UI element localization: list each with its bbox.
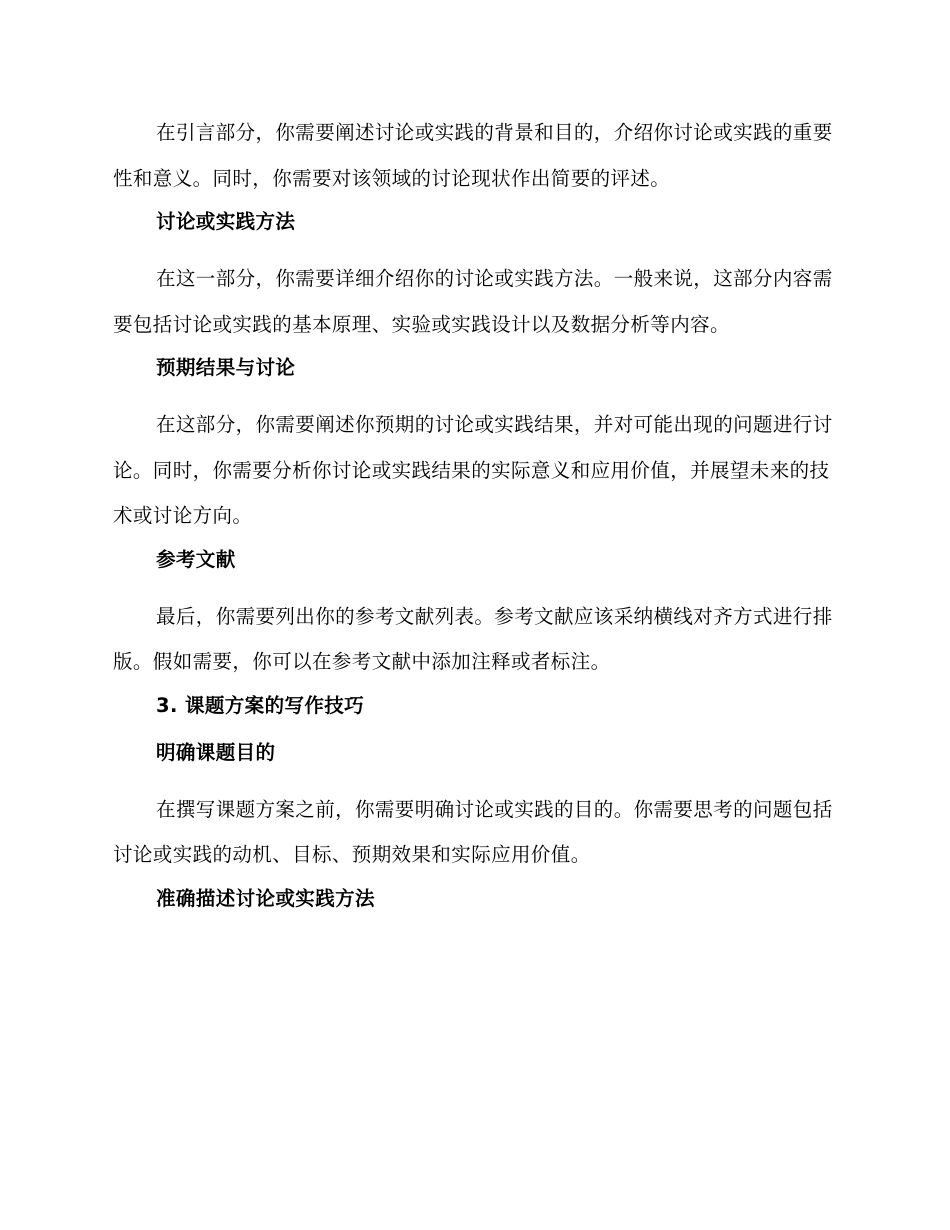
heading-methods: 讨论或实践方法	[156, 210, 296, 233]
references-paragraph: 最后，你需要列出你的参考文献列表。参考文献应该采纳横线对齐方式进行排版。假如需要，你可以在参考文献中添加注释或者标注。	[113, 604, 833, 673]
heading-references: 参考文献	[156, 547, 236, 571]
heading-describe-methods: 准确描述讨论或实践方法	[156, 886, 375, 910]
heading-expected-results: 预期结果与讨论	[156, 356, 296, 379]
methods-paragraph: 在这一部分，你需要详细介绍你的讨论或实践方法。一般来说，这部分内容需要包括讨论或实践的基本原理、实验或实践设计以及数据分析等内容。	[113, 267, 833, 336]
intro-paragraph: 在引言部分，你需要阐述讨论或实践的背景和目的，介绍你讨论或实践的重要性和意义。同时，你需要对该领域的讨论现状作出简要的评述。	[113, 121, 833, 190]
document-page	[113, 110, 833, 912]
section-heading-writing-tips: 3. 课题方案的写作技巧	[156, 693, 365, 717]
clarify-purpose-paragraph: 在撰写课题方案之前，你需要明确讨论或实践的目的。你需要思考的问题包括讨论或实践的动机、目标、预期效果和实际应用价值。	[113, 797, 833, 866]
heading-clarify-purpose: 明确课题目的	[156, 740, 276, 764]
expected-results-paragraph: 在这部分，你需要阐述你预期的讨论或实践结果，并对可能出现的问题进行讨论。同时，你需要分析你讨论或实践结果的实际意义和应用价值，并展望未来的技术或讨论方向。	[113, 413, 833, 527]
